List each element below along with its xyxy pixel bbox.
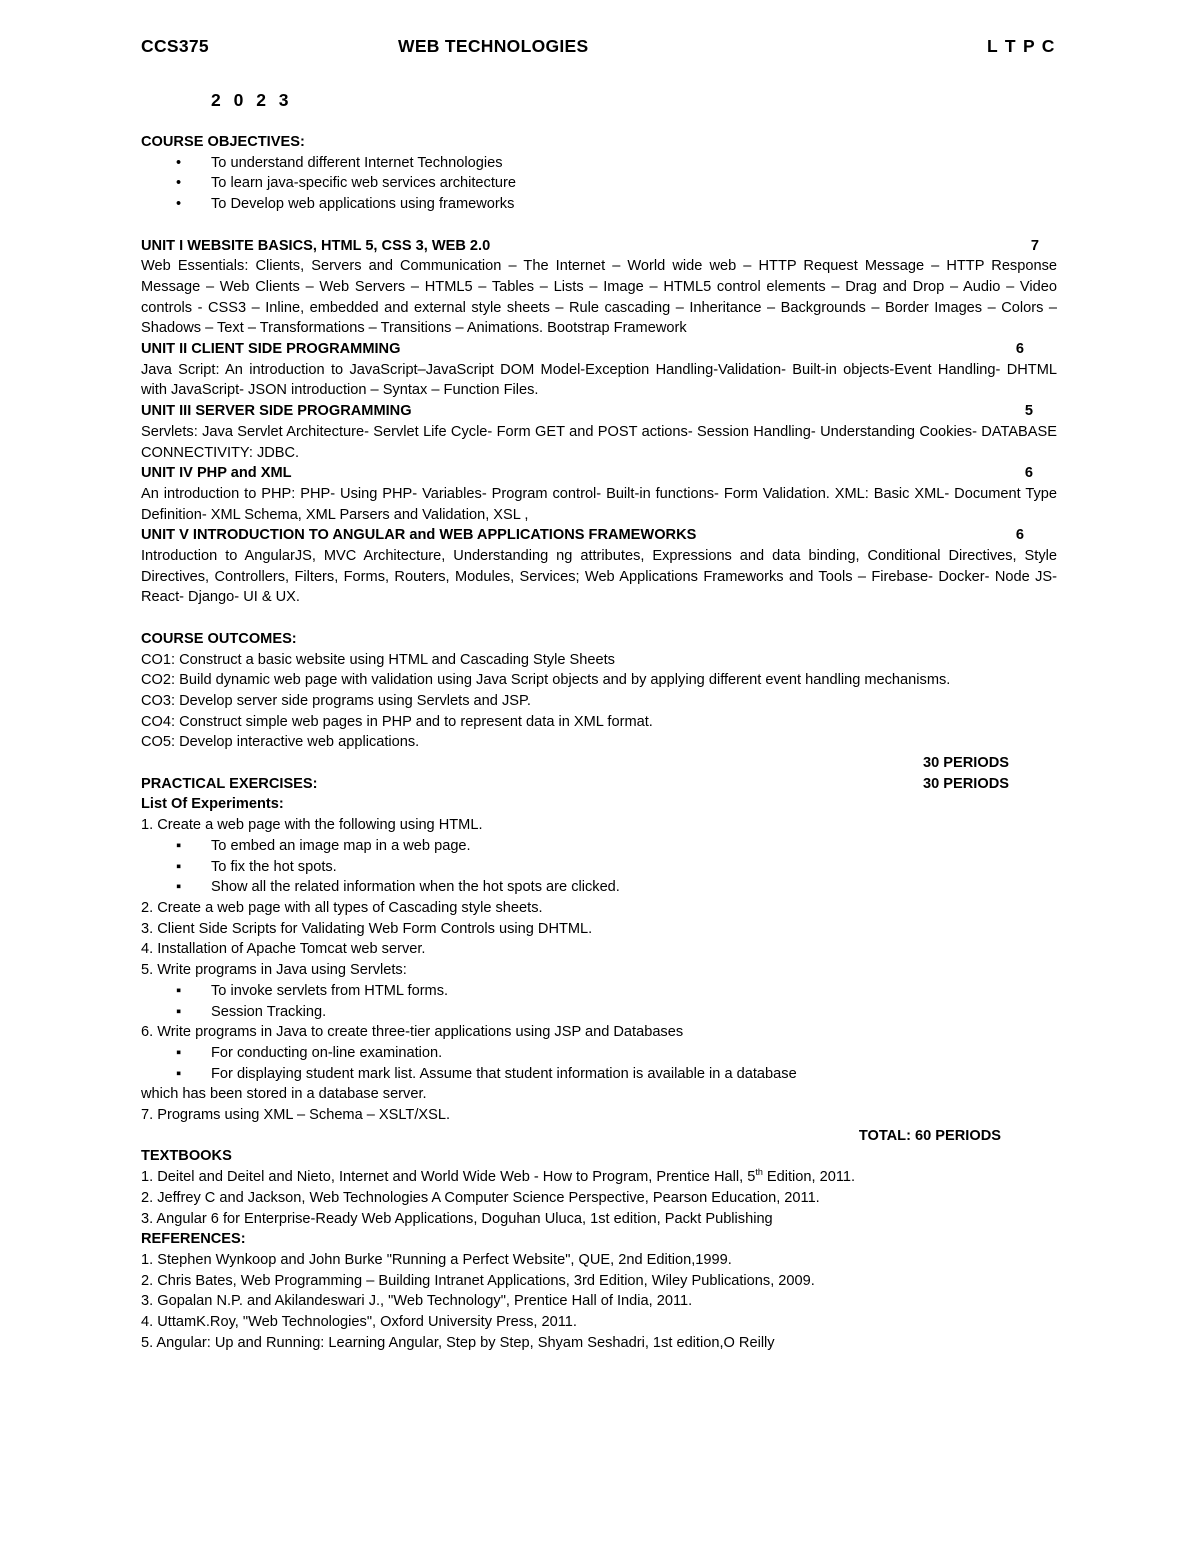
unit-section [141, 236, 1057, 340]
unit-hours: 6 [1024, 465, 1033, 482]
outcome-item: CO5: Develop interactive web applications. [141, 734, 420, 751]
experiment-sublist [141, 981, 1057, 1022]
experiment-item: 1. Create a web page with the following using HTML. [141, 817, 483, 834]
unit-heading [141, 525, 1057, 546]
unit-title: UNIT IV PHP and XML [141, 465, 292, 482]
unit-section [141, 339, 1057, 401]
experiment-continuation: which has been stored in a database server. [141, 1086, 427, 1103]
textbook-item: 3. Angular 6 for Enterprise-Ready Web Applications, Doguhan Uluca, 1st edition, Packt Publishing [141, 1210, 773, 1227]
experiment-item: 3. Client Side Scripts for Validating Web Form Controls using DHTML. [141, 920, 593, 937]
unit-body: Introduction to AngularJS, MVC Architecture, Understanding ng attributes, Expressions and data binding, Conditional Directives, Style Directives, Controllers, Filters, Forms, Routers, Modules, Services; Web Applications Frameworks and Tools – Firebase- Docker- Node JS- React- Django- UI & UX. [141, 548, 1057, 606]
objectives-heading: COURSE OBJECTIVES: [141, 134, 305, 150]
list-item: ▪ To invoke servlets from HTML forms. [141, 981, 1057, 1002]
reference-item: 3. Gopalan N.P. and Akilandeswari J., "Web Technology", Prentice Hall of India, 2011. [141, 1293, 693, 1310]
unit-section [141, 463, 1057, 525]
unit-body: Servlets: Java Servlet Architecture- Servlet Life Cycle- Form GET and POST actions- Session Handling- Understanding Cookies- DATABASE CONNECTIVITY: JDBC. [141, 423, 1057, 461]
ltpc-label: L T P C [987, 36, 1055, 56]
experiment-item: 6. Write programs in Java to create three-tier applications using JSP and Databases [141, 1024, 684, 1041]
experiments-heading: List Of Experiments: [141, 796, 284, 813]
unit-hours: 6 [1015, 341, 1024, 358]
textbook-item: 2. Jeffrey C and Jackson, Web Technologies A Computer Science Perspective, Pearson Education, 2011. [141, 1189, 820, 1206]
list-item: ▪ For conducting on-line examination. [141, 1043, 1057, 1064]
list-item: ▪ Show all the related information when the hot spots are clicked. [141, 877, 1057, 898]
experiment-sublist [141, 1043, 1057, 1084]
unit-heading [141, 463, 1057, 484]
outcome-item: CO1: Construct a basic website using HTML and Cascading Style Sheets [141, 651, 615, 668]
reference-item: 2. Chris Bates, Web Programming – Building Intranet Applications, 3rd Edition, Wiley Publications, 2009. [141, 1272, 815, 1289]
unit-heading [141, 401, 1057, 422]
list-item: ▪ For displaying student mark list. Assume that student information is available in a database [141, 1064, 1057, 1085]
document-body [141, 132, 1057, 1353]
experiment-item: 4. Installation of Apache Tomcat web server. [141, 941, 426, 958]
unit-hours: 6 [1015, 527, 1024, 544]
ltpc-values: 2 0 2 3 [211, 90, 293, 110]
unit-body: Web Essentials: Clients, Servers and Communication – The Internet – World wide web – HTTP Request Message – HTTP Response Message – Web Clients – Web Servers – HTML5 – Tables – Lists – Image – HTML5 control elements – Drag and Drop – Audio – Video controls - CSS3 – Inline, embedded and external style sheets – Rule cascading – Inheritance – Backgrounds – Border Images – Colors – Shadows – Text – Transformations – Transitions – Animations. Bootstrap Framework [141, 258, 1057, 337]
square-bullet-icon: ▪ [176, 982, 182, 999]
references-heading: REFERENCES: [141, 1231, 246, 1248]
unit-title: UNIT I WEBSITE BASICS, HTML 5, CSS 3, WEB 2.0 [141, 237, 491, 254]
reference-item: 5. Angular: Up and Running: Learning Angular, Step by Step, Shyam Seshadri, 1st edition,O Reilly [141, 1334, 775, 1351]
objectives-list [141, 153, 1057, 215]
practical-periods: 30 PERIODS [923, 775, 1009, 792]
list-item: • To learn java-specific web services architecture [141, 173, 1057, 194]
unit-hours: 5 [1024, 403, 1033, 420]
bullet-icon: • [176, 154, 182, 171]
unit-body: An introduction to PHP: PHP- Using PHP- Variables- Program control- Built-in functions- Form Validation. XML: Basic XML- Document Type Definition- XML Schema, XML Parsers and Validation, XSL , [141, 485, 1057, 523]
total-periods: TOTAL: 60 PERIODS [858, 1127, 1001, 1144]
outcome-item: CO2: Build dynamic web page with validation using Java Script objects and by applying different event handling mechanisms. [141, 672, 951, 689]
experiment-sublist [141, 836, 1057, 898]
practical-heading-row [141, 774, 1057, 795]
course-code: CCS375 [141, 36, 209, 56]
square-bullet-icon: ▪ [176, 1003, 182, 1020]
reference-item: 4. UttamK.Roy, "Web Technologies", Oxford University Press, 2011. [141, 1314, 577, 1331]
unit-hours: 7 [1030, 237, 1039, 254]
outcome-item: CO4: Construct simple web pages in PHP and to represent data in XML format. [141, 713, 653, 730]
reference-item: 1. Stephen Wynkoop and John Burke "Running a Perfect Website", QUE, 2nd Edition,1999. [141, 1251, 732, 1268]
practical-heading: PRACTICAL EXERCISES: [141, 775, 318, 792]
square-bullet-icon: ▪ [176, 1065, 182, 1082]
bullet-icon: • [176, 196, 182, 213]
unit-title: UNIT II CLIENT SIDE PROGRAMMING [141, 341, 401, 358]
unit-title: UNIT V INTRODUCTION TO ANGULAR and WEB APPLICATIONS FRAMEWORKS [141, 527, 697, 544]
textbooks-heading: TEXTBOOKS [141, 1148, 232, 1165]
experiment-item: 7. Programs using XML – Schema – XSLT/XSL. [141, 1107, 451, 1124]
list-item: ▪ To fix the hot spots. [141, 857, 1057, 878]
unit-title: UNIT III SERVER SIDE PROGRAMMING [141, 403, 412, 420]
square-bullet-icon: ▪ [176, 837, 182, 854]
list-item: • To Develop web applications using frameworks [141, 194, 1057, 215]
list-item: • To understand different Internet Technologies [141, 153, 1057, 174]
square-bullet-icon: ▪ [176, 879, 182, 896]
outcomes-periods: 30 PERIODS [923, 755, 1009, 772]
unit-heading [141, 339, 1057, 360]
square-bullet-icon: ▪ [176, 858, 182, 875]
bullet-icon: • [176, 175, 182, 192]
square-bullet-icon: ▪ [176, 1044, 182, 1061]
list-item: ▪ Session Tracking. [141, 1002, 1057, 1023]
outcome-item: CO3: Develop server side programs using Servlets and JSP. [141, 692, 531, 709]
unit-section [141, 525, 1057, 608]
experiment-item: 2. Create a web page with all types of Cascading style sheets. [141, 899, 543, 916]
textbook-item: 1. Deitel and Deitel and Nieto, Internet and World Wide Web - How to Program, Prentice Hall, 5th Edition, 2011. [141, 1167, 856, 1186]
unit-heading [141, 236, 1057, 257]
experiment-item: 5. Write programs in Java using Servlets: [141, 962, 407, 979]
unit-section [141, 401, 1057, 463]
outcomes-heading: COURSE OUTCOMES: [141, 630, 297, 647]
list-item: ▪ To embed an image map in a web page. [141, 836, 1057, 857]
course-title: WEB TECHNOLOGIES [398, 36, 589, 56]
unit-body: Java Script: An introduction to JavaScript–JavaScript DOM Model-Exception Handling-Validation- Built-in objects-Event Handling- DHTML with JavaScript- JSON introduction – Syntax – Function Files. [141, 361, 1057, 399]
